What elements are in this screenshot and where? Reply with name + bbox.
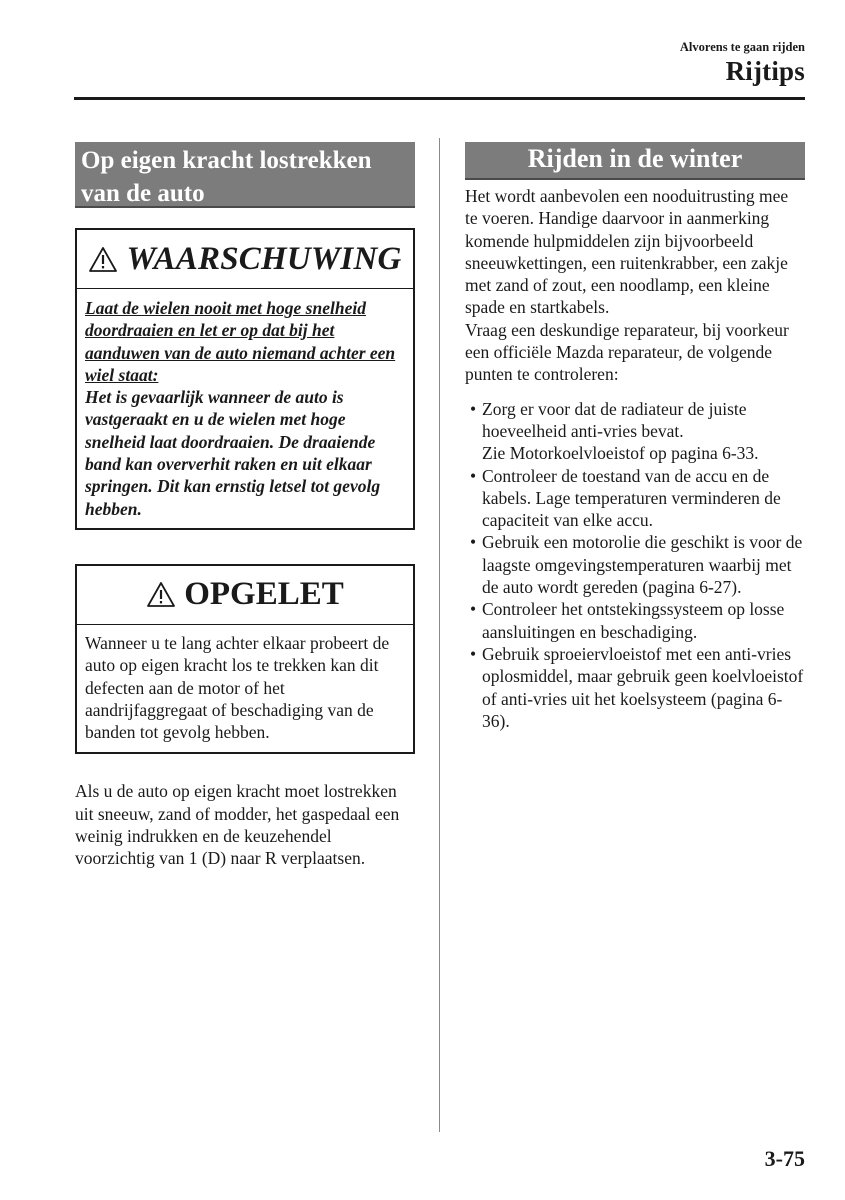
warning-body — [77, 289, 413, 528]
caution-header — [77, 566, 413, 625]
caution-box — [75, 564, 415, 754]
body-paragraph: Als u de auto op eigen kracht moet lostrekken uit sneeuw, zand of modder, het gaspedaal een weinig indrukken en de keuzehendel voorzichtig van 1 (D) naar R verplaatsen. — [75, 781, 400, 869]
list-item-text: Zorg er voor dat de radiateur de juiste hoeveelheid anti-vries bevat. — [482, 398, 747, 441]
page-title: Rijtips — [725, 56, 805, 86]
list-item-text: Controleer de toestand van de accu en de kabels. Lage temperaturen verminderen de capaciteit van elke accu. — [482, 465, 781, 531]
page-number: 3-75 — [764, 1146, 805, 1171]
bullet-icon: • — [470, 532, 477, 553]
section-heading-lostrekken: Op eigen kracht lostrekken van de auto — [75, 142, 415, 208]
list-item — [465, 643, 805, 732]
warning-lead: Laat de wielen nooit met hoge snelheid doordraaien en let er op dat bij het aanduwen van de auto niemand achter een wiel staat: — [85, 298, 396, 385]
caution-text: Wanneer u te lang achter elkaar probeert de auto op eigen kracht los te trekken kan dit defecten aan de motor of het aandrijfaggregaat of beschadiging van de banden tot gevolg hebben. — [85, 632, 390, 743]
column-divider — [439, 138, 440, 1132]
bullet-icon: • — [470, 599, 477, 620]
list-item-text: Gebruik sproeiervloeistof met een anti-vries oplosmiddel, maar gebruik geen koelvloeistof of anti-vries uit het koelsysteem (pagina 6-36). — [482, 643, 804, 731]
warning-triangle-icon — [146, 581, 176, 608]
warning-label: WAARSCHUWING — [126, 240, 402, 277]
checklist — [465, 398, 805, 732]
header-rule — [74, 97, 805, 100]
list-item — [465, 465, 805, 532]
list-item-ref: Zie Motorkoelvloeistof op pagina 6-33. — [482, 443, 759, 464]
warning-header — [77, 230, 413, 289]
right-column — [465, 142, 805, 732]
bullet-icon: • — [470, 643, 477, 664]
intro-paragraph-2: Vraag een deskundige reparateur, bij voorkeur een officiële Mazda reparateur, de volgende punten te controleren: — [465, 319, 789, 385]
left-column — [75, 142, 415, 870]
list-item — [465, 531, 805, 598]
bullet-icon: • — [470, 465, 477, 486]
intro-paragraph: Het wordt aanbevolen een nooduitrusting mee te voeren. Handige daarvoor in aanmerking komende hulpmiddelen zijn bijvoorbeeld sneeuwkettingen, een ruitenkrabber, een zakje met zand of zout, een noodlamp, een kleine spade en startkabels. — [465, 186, 789, 318]
warning-triangle-icon — [88, 246, 118, 273]
list-item-text: Controleer het ontstekingssysteem op losse aansluitingen en beschadiging. — [482, 599, 785, 642]
list-item-text: Gebruik een motorolie die geschikt is voor de laagste omgevingstemperaturen waarbij met de auto wordt gereden (pagina 6-27). — [482, 532, 803, 598]
warning-box — [75, 228, 415, 530]
list-item — [465, 598, 805, 643]
list-item — [465, 398, 805, 465]
section-label: Alvorens te gaan rijden — [679, 40, 805, 54]
bullet-icon: • — [470, 398, 477, 419]
section-heading-winter: Rijden in de winter — [465, 142, 805, 180]
caution-label: OPGELET — [184, 576, 344, 613]
warning-text: Het is gevaarlijk wanneer de auto is vastgeraakt en u de wielen met hoge snelheid laat doordraaien. De draaiende band kan oververhit raken en uit elkaar springen. Dit kan ernstig letsel tot gevolg hebben. — [85, 387, 381, 519]
